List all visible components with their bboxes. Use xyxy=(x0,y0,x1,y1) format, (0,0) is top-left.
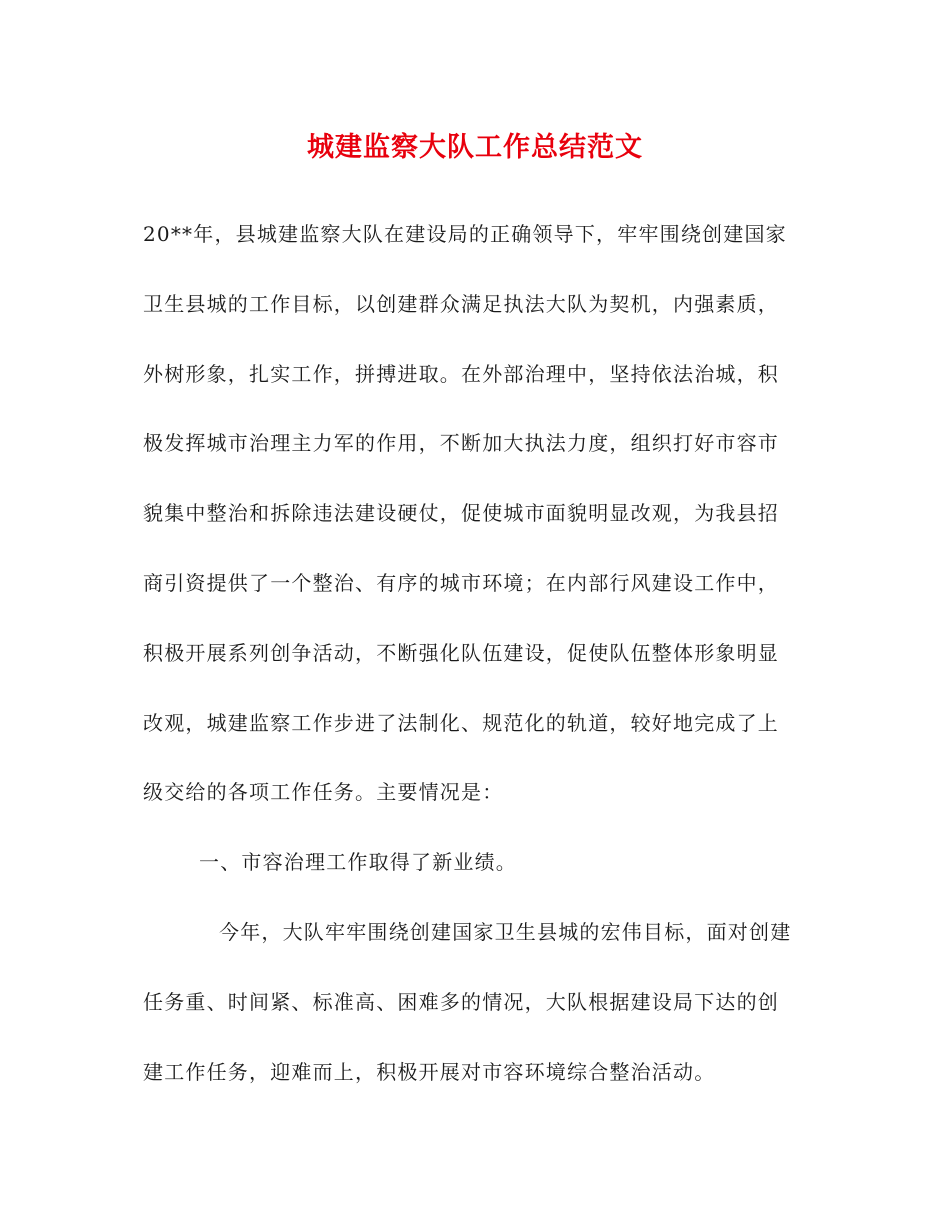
section-heading: 一、市容治理工作取得了新业绩。 xyxy=(199,850,517,875)
paragraph-line: 20**年，县城建监察大队在建设局的正确领导下，牢牢围绕创建国家 xyxy=(143,222,787,246)
paragraph-line: 改观，城建监察工作步进了法制化、规范化的轨道，较好地完成了上 xyxy=(143,710,779,735)
paragraph-line: 貌集中整治和拆除违法建设硬仗，促使城市面貌明显改观，为我县招 xyxy=(143,501,779,526)
paragraph-line: 建工作任务，迎难而上，积极开展对市容环境综合整治活动。 xyxy=(143,1059,716,1084)
paragraph-line: 今年，大队牢牢围绕创建国家卫生县城的宏伟目标，面对创建 xyxy=(219,919,792,944)
paragraph-line: 级交给的各项工作任务。主要情况是： xyxy=(143,780,504,805)
paragraph-line: 任务重、时间紧、标准高、困难多的情况，大队根据建设局下达的创 xyxy=(143,989,779,1014)
paragraph-line: 极发挥城市治理主力军的作用，不断加大执法力度，组织打好市容市 xyxy=(143,431,779,456)
paragraph-line: 商引资提供了一个整治、有序的城市环境；在内部行风建设工作中， xyxy=(143,570,779,595)
document-title: 城建监察大队工作总结范文 xyxy=(307,132,643,163)
document-body xyxy=(143,200,823,1107)
paragraph-line: 积极开展系列创争活动，不断强化队伍建设，促使队伍整体形象明显 xyxy=(143,640,779,665)
paragraph-line: 卫生县城的工作目标，以创建群众满足执法大队为契机，内强素质， xyxy=(143,291,779,316)
paragraph-line: 外树形象，扎实工作，拼搏进取。在外部治理中，坚持依法治城，积 xyxy=(143,361,779,386)
